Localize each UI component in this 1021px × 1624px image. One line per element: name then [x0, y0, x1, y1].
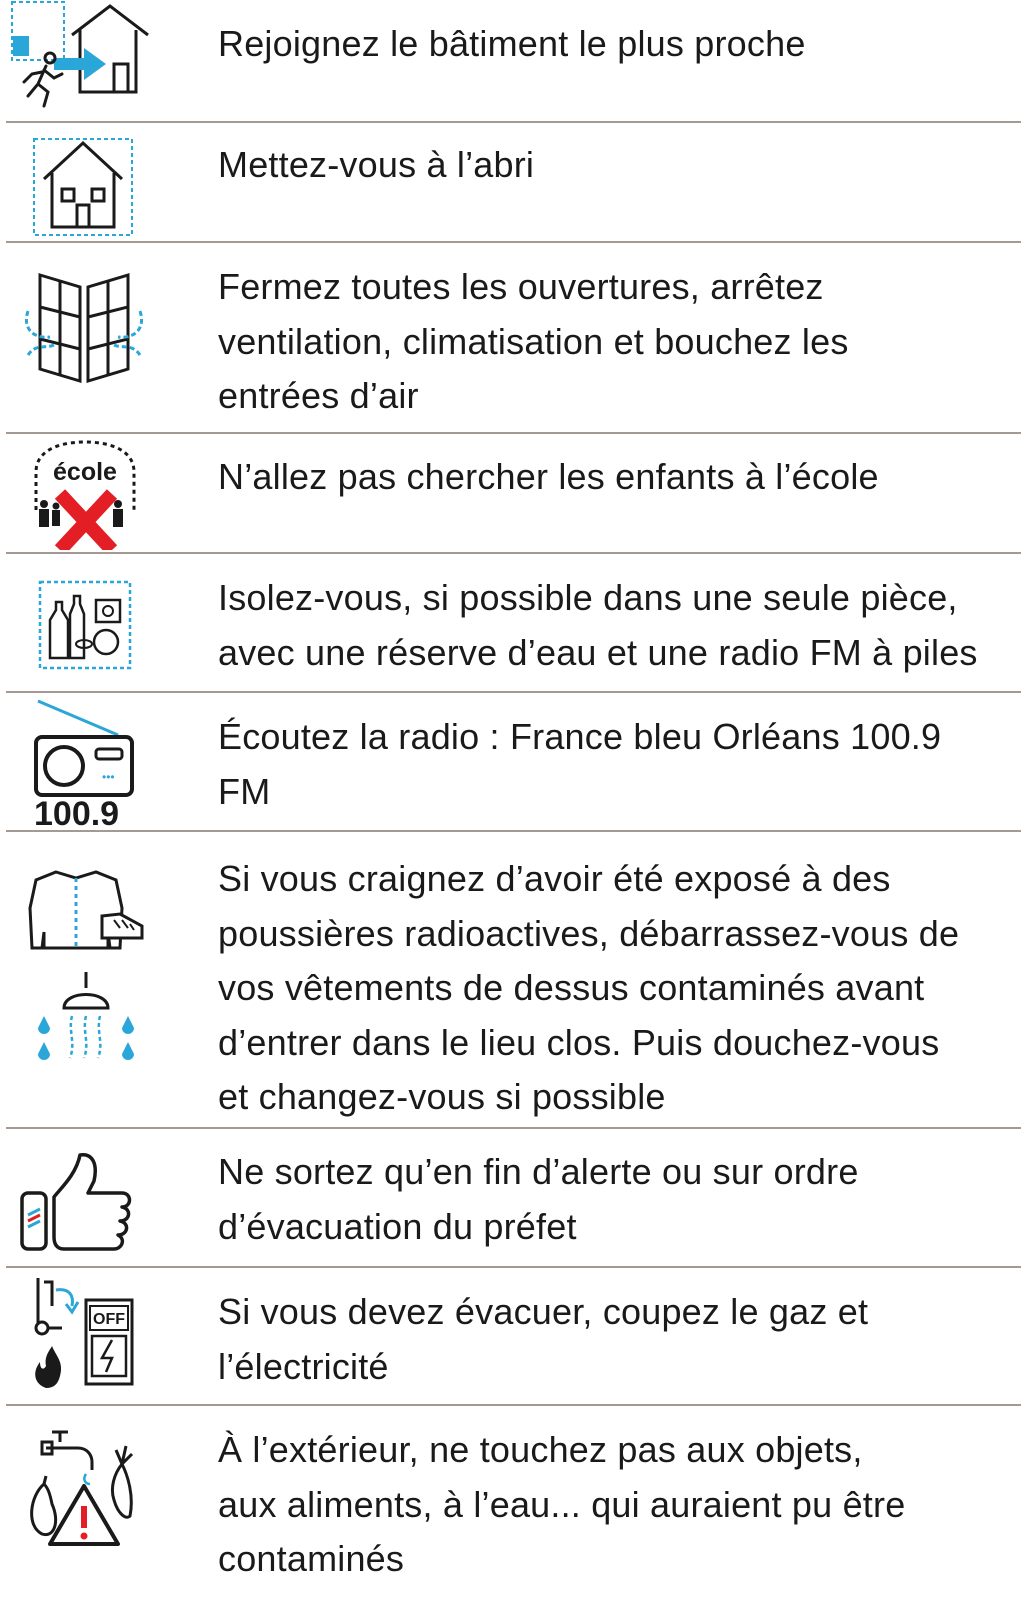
instruction-row [0, 123, 1021, 241]
instruction-text-line: d’entrer dans le lieu clos. Puis douchez-vous [218, 1021, 940, 1063]
instruction-row [0, 554, 1021, 691]
instruction-text-line: À l’extérieur, ne touchez pas aux objets, [218, 1429, 863, 1470]
instruction-row [0, 693, 1021, 830]
walk-to-building-icon [10, 0, 160, 115]
thumbs-up-icon [18, 1151, 168, 1253]
instruction-text-line: l’électricité [218, 1345, 389, 1387]
instruction-text-line: et changez-vous si possible [218, 1076, 666, 1117]
instruction-text-line: vos vêtements de dessus contaminés avant [218, 967, 925, 1008]
instruction-text-line: aux aliments, à l’eau... qui auraient pu être [218, 1483, 906, 1525]
instruction-text-line: Écoutez la radio : France bleu Orléans 100.9 [218, 716, 942, 757]
instruction-text-line: Si vous craignez d’avoir été exposé à des [218, 858, 891, 899]
closed-window-icon [24, 269, 174, 385]
instruction-text-line: Isolez-vous, si possible dans une seule pièce, [218, 577, 958, 618]
school-label: école [53, 458, 117, 486]
instruction-text-line: N’allez pas chercher les enfants à l’école [218, 456, 879, 497]
instruction-text-line: contaminés [218, 1538, 405, 1579]
instruction-text-line: avec une réserve d’eau et une radio FM à piles [218, 631, 978, 673]
instruction-row [0, 832, 1021, 1127]
instruction-text-line: Mettez-vous à l’abri [218, 144, 535, 185]
radio-icon [30, 699, 180, 829]
radio-frequency-label: 100.9 [34, 795, 120, 829]
instruction-text-line: Rejoignez le bâtiment le plus proche [218, 23, 806, 64]
instruction-row [0, 1406, 1021, 1624]
instruction-text-line: ventilation, climatisation et bouchez les [218, 320, 849, 362]
instruction-text-line: Fermez toutes les ouvertures, arrêtez [218, 266, 824, 307]
instruction-row [0, 434, 1021, 552]
instruction-text-line: entrées d’air [218, 375, 419, 416]
shelter-house-icon [32, 137, 182, 239]
off-switch-label: OFF [93, 1311, 125, 1328]
instruction-row [0, 0, 1021, 121]
instruction-row [0, 1129, 1021, 1266]
gas-electricity-off-icon [30, 1276, 180, 1390]
instruction-text-line: Ne sortez qu’en fin d’alerte ou sur ordre [218, 1151, 859, 1192]
instruction-text-line: FM [218, 770, 271, 812]
instruction-text-line: poussières radioactives, débarrassez-vous de [218, 912, 960, 954]
instruction-row [0, 243, 1021, 432]
clothes-shower-icon [24, 868, 174, 1072]
contaminated-food-warning-icon [22, 1426, 172, 1550]
instruction-row [0, 1268, 1021, 1404]
instruction-text-line: Si vous devez évacuer, coupez le gaz et [218, 1291, 869, 1332]
svg-text:•••: ••• [102, 770, 115, 784]
supplies-room-icon [38, 580, 188, 672]
instruction-text-line: d’évacuation du préfet [218, 1205, 577, 1247]
school-no-pickup-icon [30, 438, 180, 550]
